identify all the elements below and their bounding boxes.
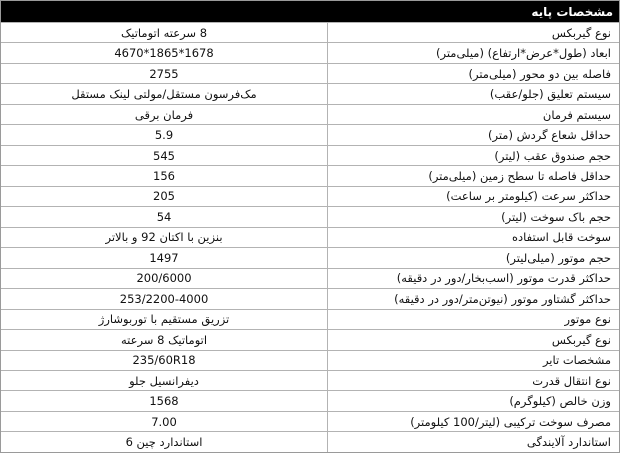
row-label: استاندارد آلایندگی <box>526 435 611 450</box>
table-row <box>1 124 619 144</box>
table-row <box>1 350 619 370</box>
row-label: وزن خالص (کیلوگرم) <box>509 394 611 409</box>
row-label: حجم صندوق عقب (لیتر) <box>494 148 611 163</box>
table-row <box>1 411 619 431</box>
row-value: 5.9 <box>1 125 328 144</box>
table-row <box>1 206 619 226</box>
table-row <box>1 268 619 288</box>
table-row <box>1 22 619 42</box>
row-label: ابعاد (طول*عرض*ارتفاع) (میلی‌متر) <box>435 46 611 61</box>
row-value: مک‌فرسون مستقل/مولتی لینک مستقل <box>1 84 328 103</box>
row-label: نوع گیربکس <box>551 332 611 347</box>
row-value: دیفرانسیل جلو <box>1 371 328 390</box>
row-value: تزریق مستقیم با توربوشارژ <box>1 310 328 329</box>
table-row <box>1 288 619 308</box>
table-row <box>1 247 619 267</box>
table-row <box>1 309 619 329</box>
table-row <box>1 186 619 206</box>
row-label: حجم موتور (میلی‌لیتر) <box>505 250 611 265</box>
row-label: سوخت قابل استفاده <box>512 230 611 245</box>
row-value: فرمان برقی <box>1 105 328 124</box>
row-value: 54 <box>1 207 328 226</box>
row-value: 156 <box>1 166 328 185</box>
row-value: 235/60R18 <box>1 351 328 370</box>
row-label: حداکثر گشتاور موتور (نیوتن‌متر/دور در دقیقه) <box>394 291 611 306</box>
row-label: حداقل فاصله تا سطح زمین (میلی‌متر) <box>428 169 611 184</box>
table-row <box>1 370 619 390</box>
row-label: حجم باک سوخت (لیتر) <box>501 209 611 224</box>
row-value: 200/6000 <box>1 269 328 288</box>
table-row <box>1 83 619 103</box>
row-label: حداقل شعاع گردش (متر) <box>488 128 611 143</box>
row-value: 205 <box>1 187 328 206</box>
row-value: 8 سرعته اتوماتیک <box>1 23 328 42</box>
row-label: نوع انتقال قدرت <box>532 373 611 388</box>
row-value: بنزین با اکتان 92 و بالاتر <box>1 228 328 247</box>
table-body <box>1 22 619 452</box>
table-row <box>1 390 619 410</box>
table-row <box>1 165 619 185</box>
row-value: 1568 <box>1 391 328 410</box>
row-label: سیستم فرمان <box>542 107 611 122</box>
row-value: استاندارد چین 6 <box>1 432 328 451</box>
table-row <box>1 329 619 349</box>
row-value: اتوماتیک 8 سرعته <box>1 330 328 349</box>
table-title: مشخصات پایه <box>1 1 619 22</box>
row-label: نوع گیربکس <box>551 25 611 40</box>
row-value: 545 <box>1 146 328 165</box>
table-row <box>1 145 619 165</box>
row-label: مصرف سوخت ترکیبی (لیتر/100 کیلومتر) <box>410 414 611 429</box>
row-value: 2755 <box>1 64 328 83</box>
row-label: سیستم تعلیق (جلو/عقب) <box>489 87 611 102</box>
row-value: 1497 <box>1 248 328 267</box>
table-row <box>1 227 619 247</box>
table-row <box>1 42 619 62</box>
row-label: حداکثر سرعت (کیلومتر بر ساعت) <box>446 189 611 204</box>
table-row <box>1 431 619 451</box>
row-label: مشخصات تایر <box>542 353 611 368</box>
row-label: فاصله بین دو محور (میلی‌متر) <box>468 66 611 81</box>
row-label: حداکثر قدرت موتور (اسب‌بخار/دور در دقیقه) <box>396 271 611 286</box>
table-row <box>1 104 619 124</box>
table-row <box>1 63 619 83</box>
row-value: 253/2200-4000 <box>1 289 328 308</box>
row-value: 7.00 <box>1 412 328 431</box>
row-label: نوع موتور <box>564 312 611 327</box>
row-value: 4670*1865*1678 <box>1 43 328 62</box>
